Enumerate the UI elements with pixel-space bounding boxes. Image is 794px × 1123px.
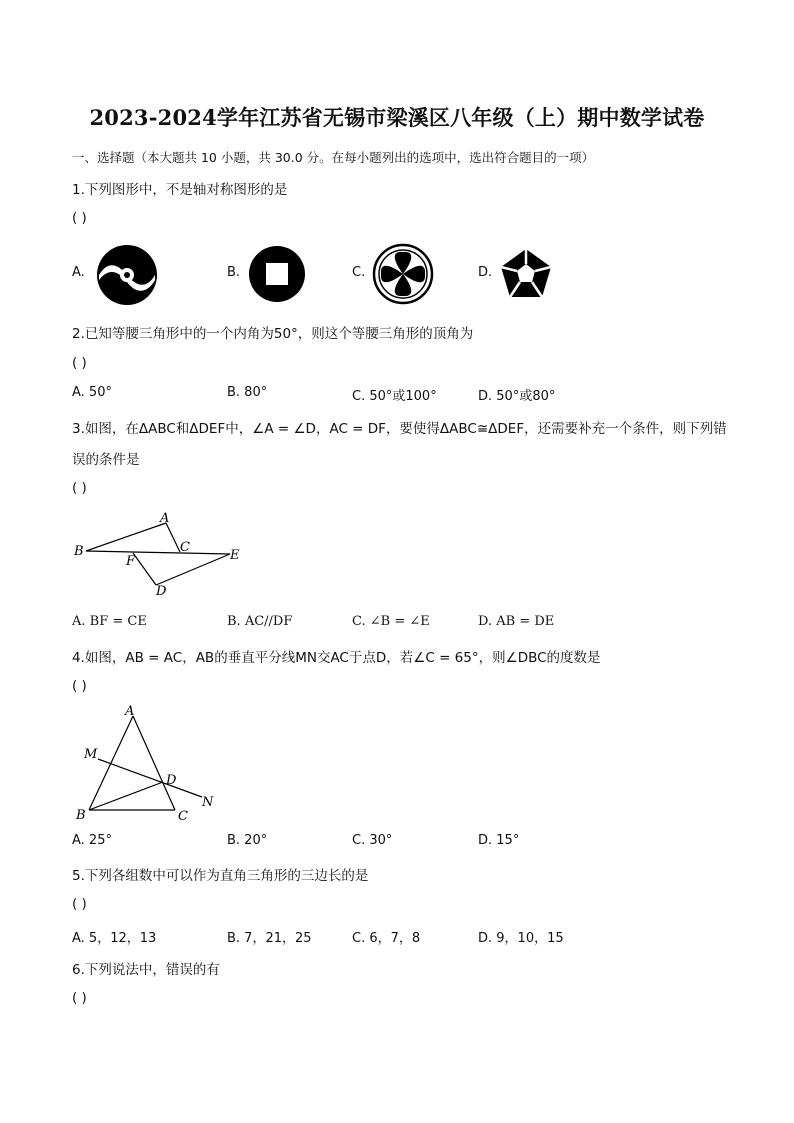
question-3-answer-blank: ( ) (72, 480, 87, 496)
question-6-stem: 6.下列说法中，错误的有 (72, 962, 220, 978)
question-5-answer-blank: ( ) (72, 896, 87, 912)
q3-label-c: C (180, 540, 190, 555)
q4-option-b: B. 20° (227, 833, 268, 848)
question-3-stem-line1: 3.如图，在ΔABC和ΔDEF中，∠A = ∠D，AC = DF，要使得ΔABC≅ΔDEF，还需要补充一个条件，则下列错 (72, 421, 727, 437)
q4-option-a: A. 25° (72, 833, 112, 848)
q1-option-d-symbol (498, 246, 554, 302)
q4-label-b: B (76, 808, 86, 823)
q1-option-c-symbol (372, 243, 434, 305)
q5-option-a: A. 5，12，13 (72, 931, 157, 946)
q3-line-be (86, 551, 230, 554)
question-1-stem: 1.下列图形中，不是轴对称图形的是 (72, 182, 288, 198)
q2-option-a: A. 50° (72, 385, 112, 400)
q4-figure (70, 702, 230, 824)
q4-option-c: C. 30° (352, 833, 393, 848)
q4-label-d: D (166, 773, 177, 788)
q3-option-d: D. AB = DE (478, 614, 555, 629)
question-1-answer-blank: ( ) (72, 210, 87, 226)
q3-segment-ac (166, 523, 180, 552)
q4-label-a: A (125, 704, 135, 719)
q4-segment-ac (133, 716, 175, 810)
q1-option-a-label: A. (72, 265, 85, 280)
section-heading: 一、选择题（本大题共 10 小题，共 30.0 分。在每小题列出的选项中，选出符合题目的一项） (72, 150, 595, 165)
exam-title: 2023-2024学年江苏省无锡市梁溪区八年级（上）期中数学试卷 (89, 105, 705, 130)
q2-option-d: D. 50°或80° (478, 389, 556, 404)
q3-figure (70, 508, 250, 600)
q3-segment-fd (133, 553, 156, 585)
q3-segment-de (156, 554, 230, 585)
q3-label-d: D (156, 584, 167, 599)
q3-option-a: A. BF = CE (72, 614, 147, 629)
q1-option-b-symbol (248, 245, 306, 303)
q4-option-d: D. 15° (478, 833, 520, 848)
q4-line-mn (98, 759, 202, 797)
question-2-stem: 2.已知等腰三角形中的一个内角为50°，则这个等腰三角形的顶角为 (72, 326, 474, 342)
q3-label-b: B (74, 544, 84, 559)
q3-label-a: A (160, 511, 170, 526)
question-2-answer-blank: ( ) (72, 355, 87, 371)
question-3-stem-line2: 误的条件是 (72, 452, 140, 468)
q5-option-b: B. 7，21，25 (227, 931, 312, 946)
q4-label-m: M (84, 747, 98, 762)
question-4-answer-blank: ( ) (72, 678, 87, 694)
q4-label-n: N (202, 795, 214, 810)
q2-option-b: B. 80° (227, 385, 268, 400)
q3-option-b: B. AC//DF (227, 614, 293, 629)
q3-segment-ab (86, 523, 166, 551)
q3-label-e: E (230, 548, 240, 563)
question-5-stem: 5.下列各组数中可以作为直角三角形的三边长的是 (72, 868, 369, 884)
q1-option-d-label: D. (478, 265, 493, 280)
q5-option-c: C. 6，7，8 (352, 931, 421, 946)
q5-option-d: D. 9，10，15 (478, 931, 564, 946)
q3-label-f: F (126, 554, 136, 569)
q1-option-b-label: B. (227, 265, 241, 280)
q1-option-a-symbol (96, 244, 158, 306)
q3-option-c: C. ∠B = ∠E (352, 614, 430, 629)
question-4-stem: 4.如图，AB = AC，AB的垂直平分线MN交AC于点D，若∠C = 65°，则∠DBC的度数是 (72, 650, 601, 666)
q4-label-c: C (178, 809, 188, 824)
q2-option-c: C. 50°或100° (352, 389, 437, 404)
question-6-answer-blank: ( ) (72, 990, 87, 1006)
q1-option-c-label: C. (352, 265, 366, 280)
